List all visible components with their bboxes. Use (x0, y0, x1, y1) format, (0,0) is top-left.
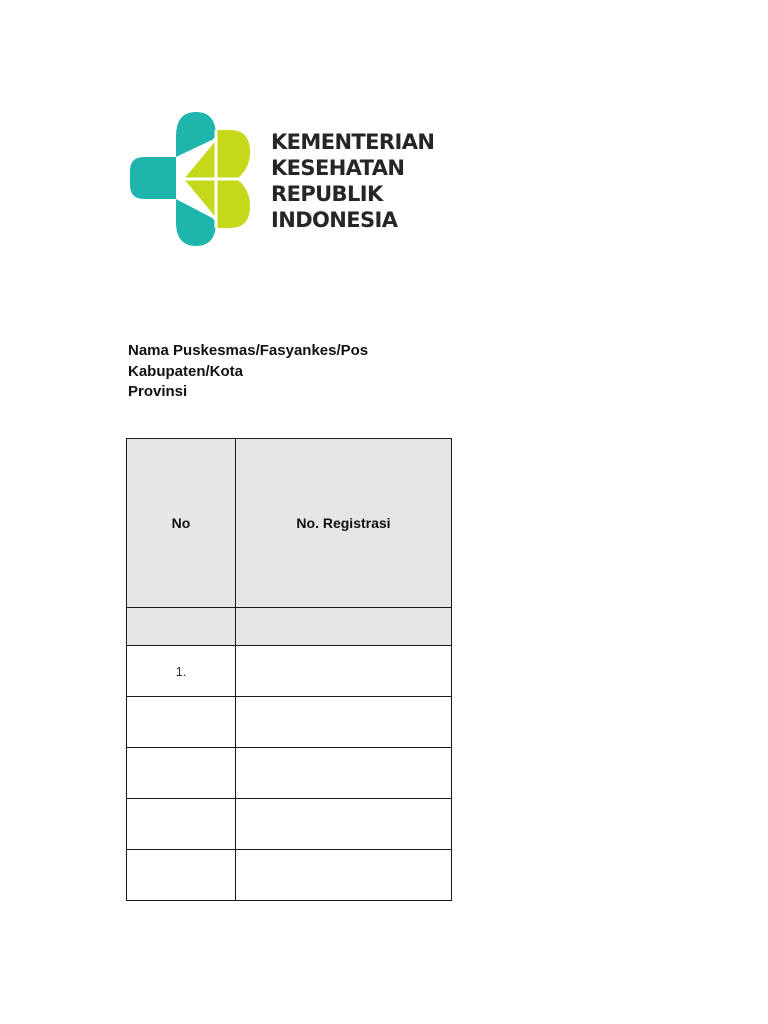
logo-line-2: KESEHATAN (271, 156, 405, 180)
ministry-logo (126, 108, 435, 250)
table-row (127, 799, 452, 850)
table-row (127, 646, 452, 697)
logo-line-4: INDONESIA (271, 208, 398, 232)
row-no-cell (127, 850, 236, 901)
subheader-cell (127, 608, 236, 646)
subheader-cell (236, 608, 452, 646)
table-row (127, 748, 452, 799)
facility-name-label: Nama Puskesmas/Fasyankes/Pos (128, 342, 369, 359)
row-no-cell (127, 799, 236, 850)
row-no-cell: 1. (127, 646, 236, 697)
header-registrasi: No. Registrasi (236, 439, 452, 608)
row-no-cell (127, 748, 236, 799)
province-label: Provinsi (128, 383, 188, 400)
table-header-row (127, 439, 452, 608)
header-no: No (127, 439, 236, 608)
table-row (127, 697, 452, 748)
logo-wordmark (271, 129, 434, 233)
district-label: Kabupaten/Kota (128, 362, 244, 380)
row-registrasi-cell (236, 748, 452, 799)
kemenkes-emblem-icon (126, 108, 256, 250)
logo-line-3: REPUBLIK (271, 182, 383, 206)
row-registrasi-cell (236, 697, 452, 748)
registration-table (126, 438, 452, 901)
facility-info (128, 341, 368, 403)
table-subheader-row (127, 608, 452, 646)
row-registrasi-cell (236, 799, 452, 850)
row-registrasi-cell (236, 850, 452, 901)
logo-line-1: KEMENTERIAN (271, 130, 435, 154)
table-row (127, 850, 452, 901)
row-no-cell (127, 697, 236, 748)
row-registrasi-cell (236, 646, 452, 697)
